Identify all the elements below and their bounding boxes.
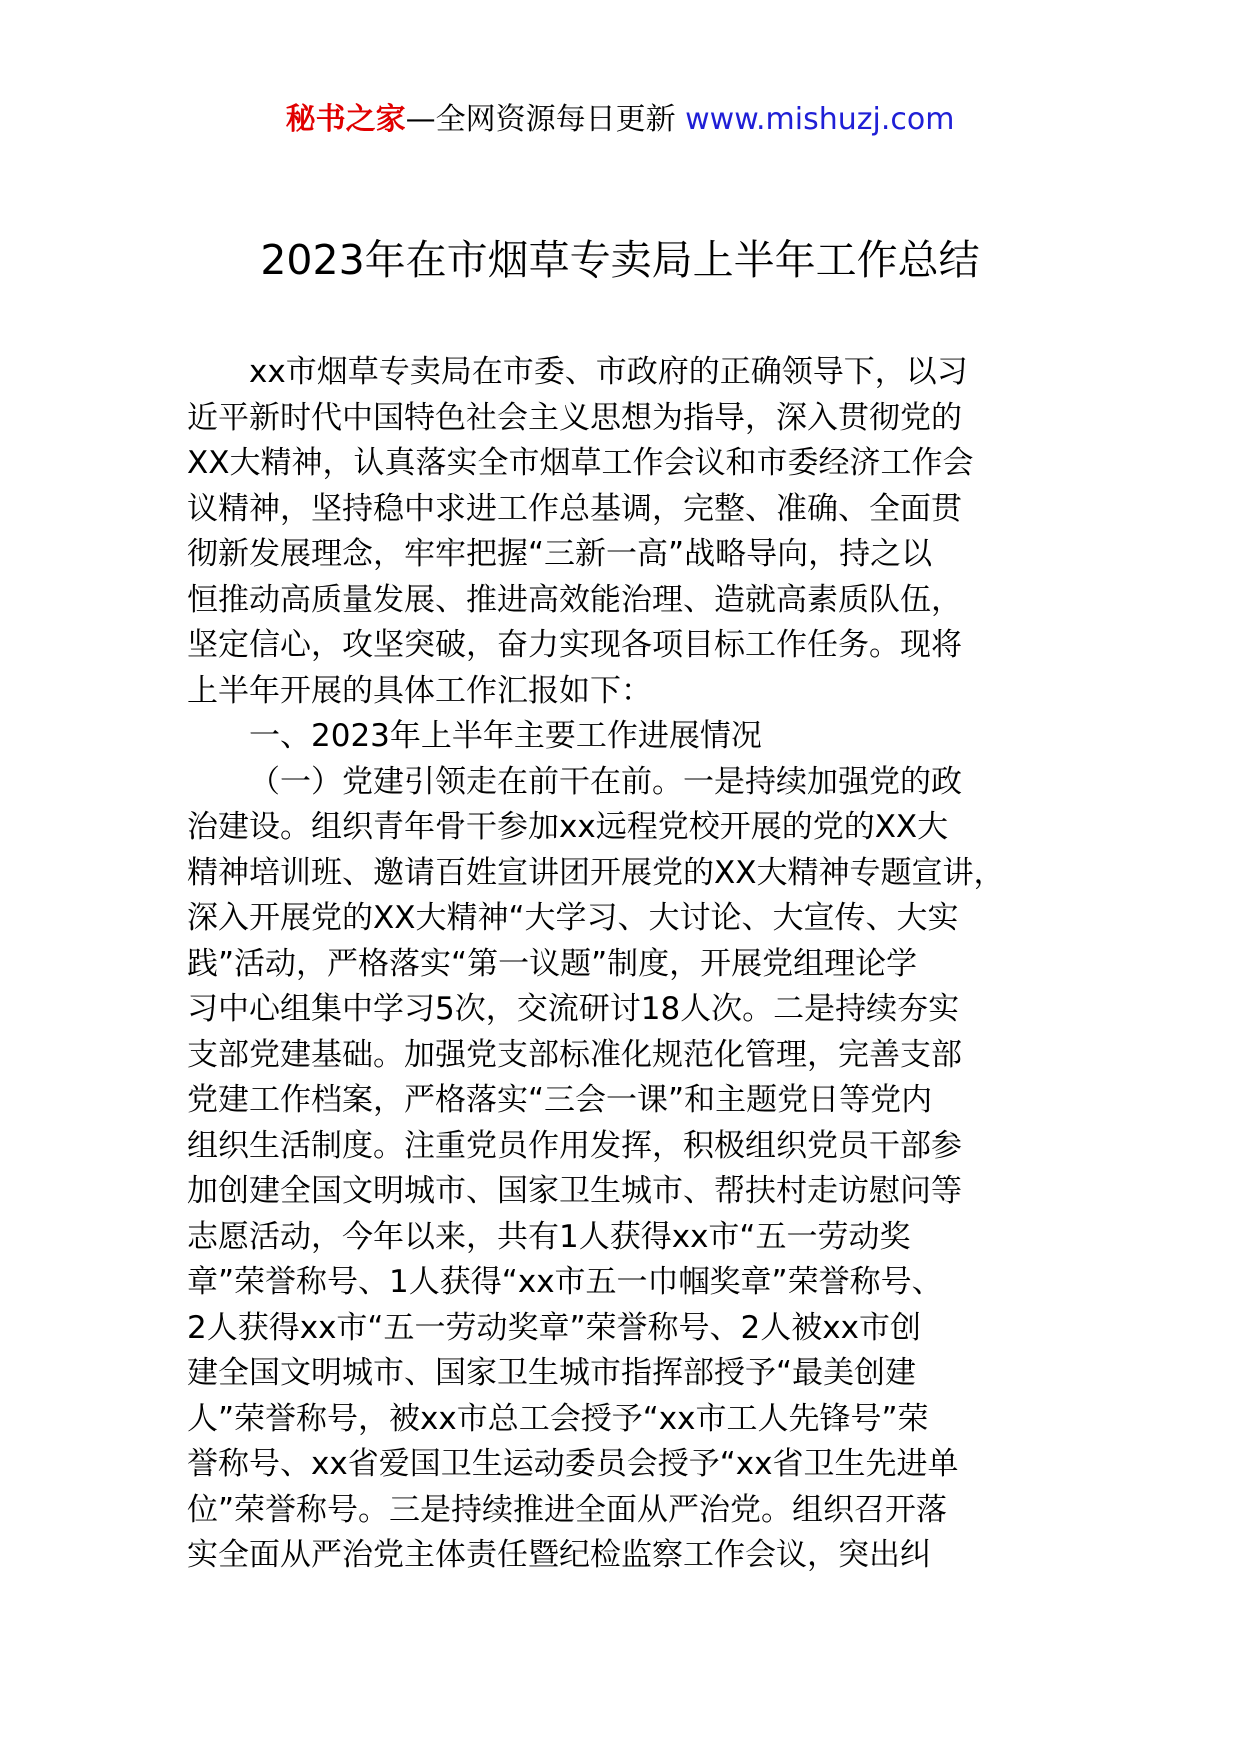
body-line: 深入开展党的XX大精神“大学习、大讨论、大宣传、大实 [187, 900, 959, 936]
body-line: 习中心组集中学习5次，交流研讨18人次。二是持续夯实 [187, 991, 960, 1027]
subsection-line: （一）党建引领走在前干在前。一是持续加强党的政 [249, 763, 962, 800]
body-line: 建全国文明城市、国家卫生城市指挥部授予“最美创建 [187, 1355, 917, 1391]
body-line: 志愿活动，今年以来，共有1人获得xx市“五一劳动奖 [187, 1218, 911, 1255]
body-line: 近平新时代中国特色社会主义思想为指导，深入贯彻党的 [187, 399, 962, 436]
body-line: 恒推动高质量发展、推进高效能治理、造就高素质队伍， [187, 581, 962, 618]
body-line: 位”荣誉称号。三是持续推进全面从严治党。组织召开落 [187, 1491, 948, 1528]
body-line: 章”荣誉称号、1人获得“xx市五一巾帼奖章”荣誉称号、 [187, 1264, 943, 1300]
document-title: 2023年在市烟草专卖局上半年工作总结 [260, 236, 980, 284]
body-line: 上半年开展的具体工作汇报如下： [187, 672, 652, 709]
body-line: 人”荣誉称号，被xx市总工会授予“xx市工人先锋号”荣 [187, 1400, 929, 1437]
body-line: 议精神，坚持稳中求进工作总基调，完整、准确、全面贯 [187, 490, 962, 527]
body-line: 践”活动，严格落实“第一议题”制度，开展党组理论学 [187, 945, 918, 982]
body-line: 组织生活制度。注重党员作用发挥，积极组织党员干部参 [187, 1127, 962, 1164]
body-line: 支部党建基础。加强党支部标准化规范化管理，完善支部 [187, 1036, 962, 1073]
body-line: 加创建全国文明城市、国家卫生城市、帮扶村走访慰问等 [187, 1173, 962, 1209]
body-line: 2人获得xx市“五一劳动奖章”荣誉称号、2人被xx市创 [187, 1309, 921, 1346]
body-line: 坚定信心，攻坚突破，奋力实现各项目标工作任务。现将 [187, 627, 962, 663]
body-line: 誉称号、xx省爱国卫生运动委员会授予“xx省卫生先进单 [187, 1446, 959, 1482]
section-heading: 一、2023年上半年主要工作进展情况 [249, 718, 762, 754]
header-slogan: —全网资源每日更新 [405, 102, 676, 137]
site-header [0, 100, 1240, 140]
brand-name: 秘书之家 [285, 102, 406, 137]
body-line: 彻新发展理念，牢牢把握“三新一高”战略导向，持之以 [187, 536, 933, 572]
body-line: 治建设。组织青年骨干参加xx远程党校开展的党的XX大 [187, 809, 949, 845]
body-line: xx市烟草专卖局在市委、市政府的正确领导下，以习 [249, 354, 968, 390]
body-line: XX大精神，认真落实全市烟草工作会议和市委经济工作会 [187, 445, 974, 481]
body-line: 党建工作档案，严格落实“三会一课”和主题党日等党内 [187, 1082, 933, 1118]
body-line: 实全面从严治党主体责任暨纪检监察工作会议，突出纠 [187, 1537, 931, 1573]
site-url-link[interactable]: www.mishuzj.com [685, 102, 955, 137]
body-line: 精神培训班、邀请百姓宣讲团开展党的XX大精神专题宣讲， [187, 854, 1005, 891]
document-body [187, 350, 1087, 1579]
